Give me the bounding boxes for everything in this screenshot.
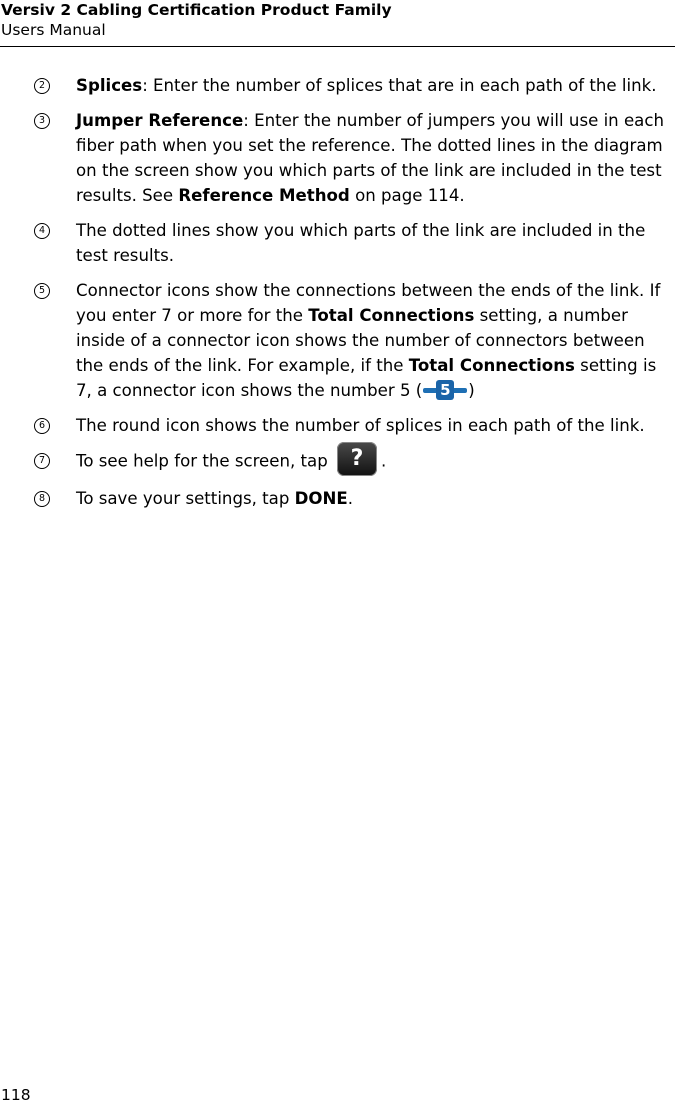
callout-item-5 [0,278,675,403]
callout-item-3 [0,108,675,208]
jumper-reference-description: : Enter the number of jumpers you will use in each fiber path when you set the reference. The dotted lines in the diagram on the screen show you which parts of the link are included in the test results. See [76,111,664,205]
connector-description-b: setting, a number inside of a connector icon shows the number of connectors between the ends of the link. For example, if the [76,306,645,375]
page-reference-text: on page 114. [349,186,465,205]
manual-subtitle: Users Manual [1,21,106,39]
connector-description-c: setting is 7, a connector icon shows the number 5 ( [76,356,657,400]
callout-item-6 [0,413,675,438]
manual-title: Versiv 2 Cabling Certification Product Family [1,1,392,19]
total-connections-term-a: Total Connections [308,306,475,325]
connector-description-d: ) [468,381,475,400]
page-number: 118 [1,1086,31,1104]
callout-item-4 [0,218,675,268]
jumper-reference-term: Jumper Reference [76,111,244,130]
connector-icon [423,380,467,400]
callout-list [0,73,675,521]
help-description: To see help for the screen, tap [76,451,334,471]
callout-number-7: 7 [34,453,50,469]
callout-number-6: 6 [34,418,50,434]
connector-count-value: 5 [436,380,454,400]
callout-item-7 [0,448,675,476]
dotted-lines-description: The dotted lines show you which parts of the link are included in the test results. [76,221,646,265]
done-label: DONE [294,489,348,508]
callout-number-5: 5 [34,283,50,299]
save-description: To save your settings, tap [76,489,295,508]
splices-description: : Enter the number of splices that are in each path of the link. [142,76,657,95]
callout-number-4: 4 [34,223,50,239]
help-icon: ? [337,442,377,476]
callout-number-3: 3 [34,113,50,129]
splices-term: Splices [76,76,143,95]
callout-item-8 [0,486,675,511]
callout-item-2 [0,73,675,98]
total-connections-term-b: Total Connections [408,356,575,375]
callout-number-8: 8 [34,491,50,507]
callout-number-2: 2 [34,78,50,94]
help-period: . [381,451,387,471]
save-period: . [347,489,354,508]
reference-method-link[interactable]: Reference Method [178,186,350,205]
connector-description-a: Connector icons show the connections between the ends of the link. If you enter 7 or more for the [76,281,661,325]
page-header [0,0,675,47]
round-icon-description: The round icon shows the number of splices in each path of the link. [76,416,645,435]
